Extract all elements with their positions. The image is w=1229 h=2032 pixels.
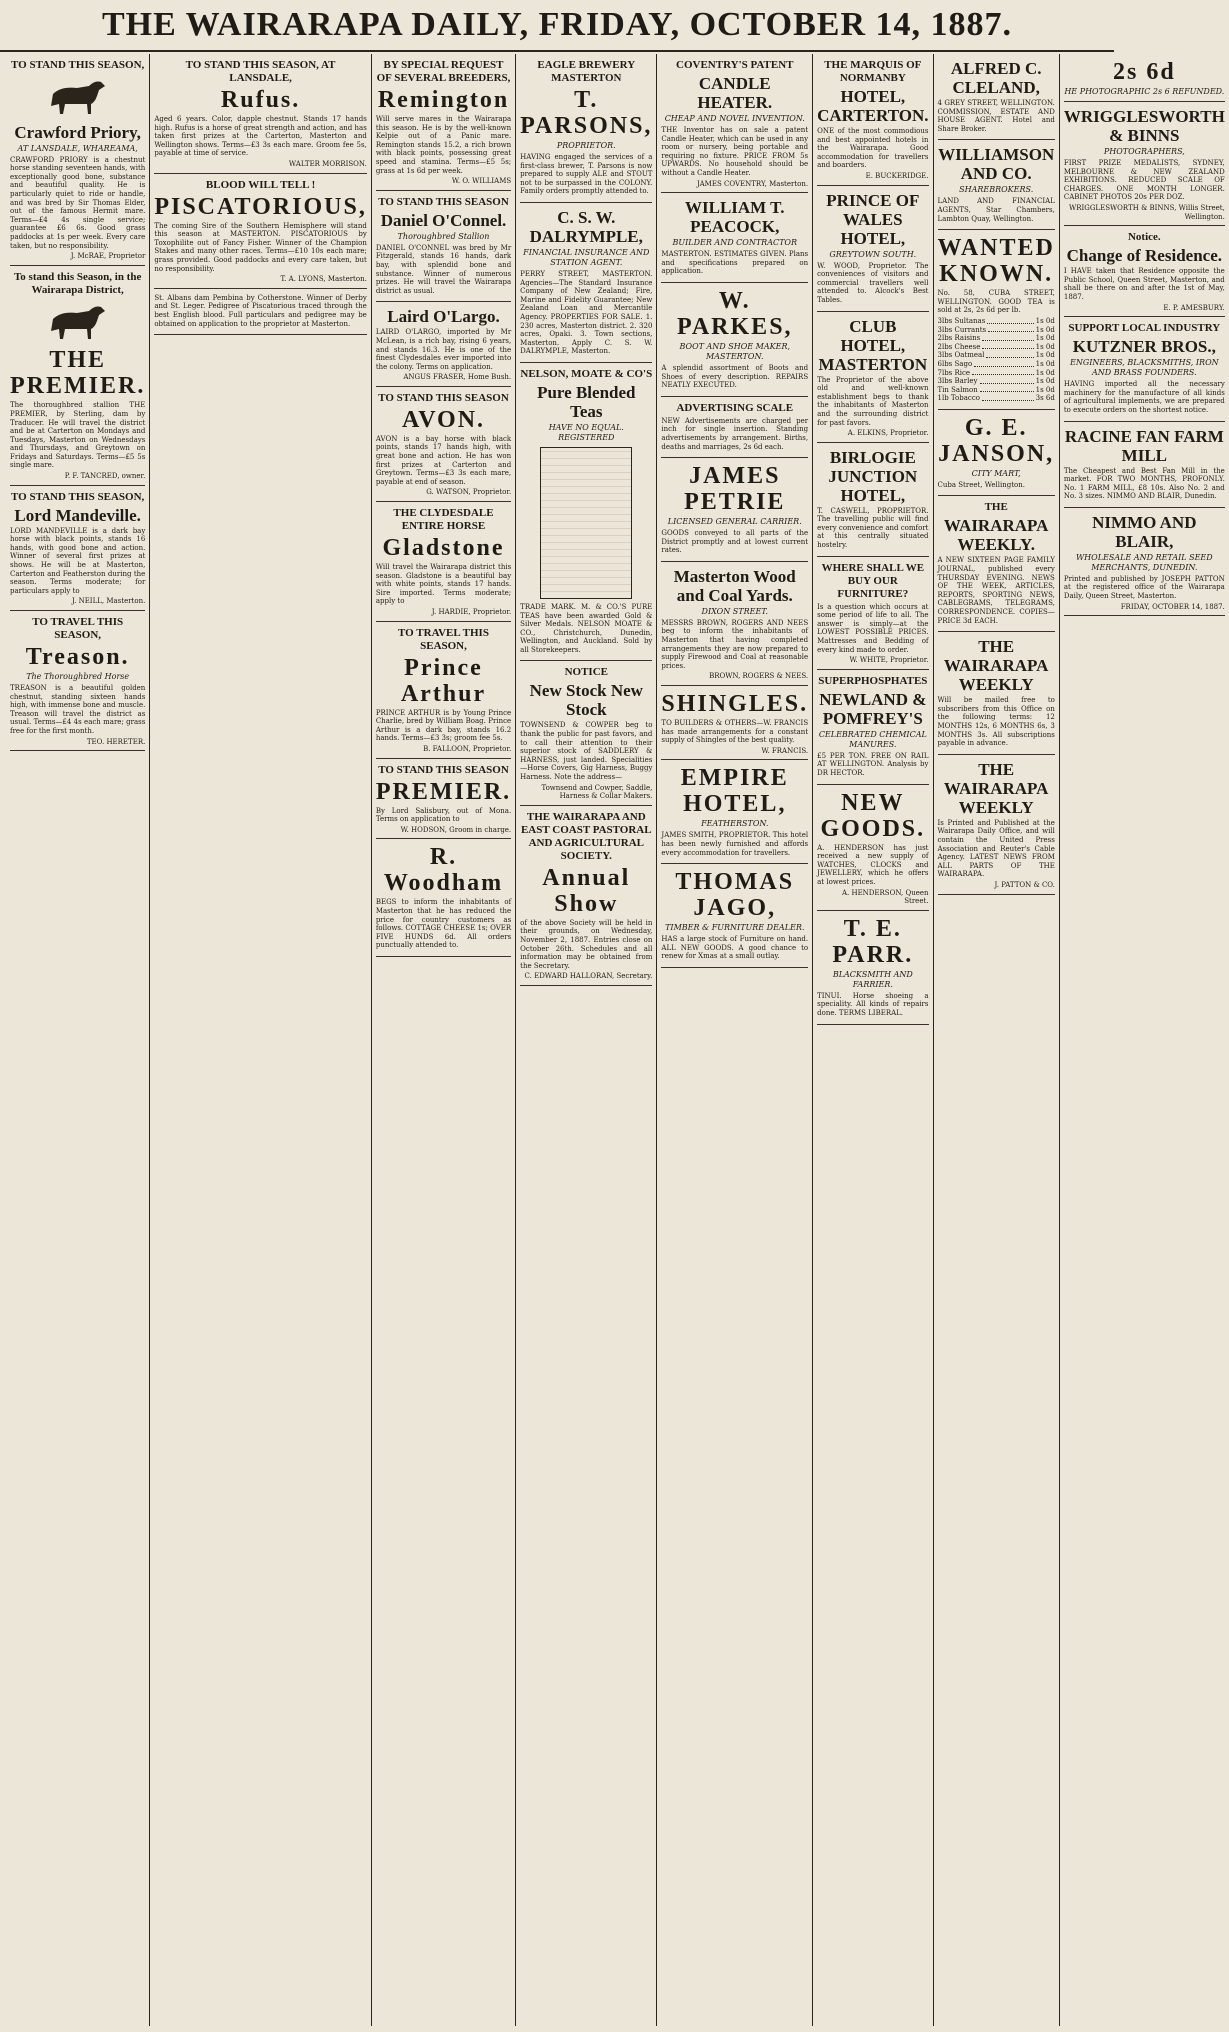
ad-signature: W. WHITE, Proprietor. xyxy=(849,656,929,665)
price-list-item xyxy=(938,317,1055,326)
ad-body: JAMES SMITH, PROPRIETOR. This hotel has been newly furnished and affords every accommodation for travellers. xyxy=(661,831,809,857)
ad-signature: WRIGGLESWORTH & BINNS, Willis Street, Wellington. xyxy=(1069,203,1225,221)
advertisement xyxy=(661,864,808,968)
advertisement xyxy=(817,911,928,1025)
ad-signature: J. McRAE, Proprietor xyxy=(70,252,146,261)
ad-body: MESSRS BROWN, ROGERS AND NEES beg to inform the inhabitants of Masterton that having completed arrangements they are now prepared to supply Firewood and Coal at reasonable prices. xyxy=(661,618,809,670)
ad-signature: J. PATTON & CO. xyxy=(994,880,1055,889)
advertisement xyxy=(376,839,511,957)
ad-body: THE Inventor has on sale a patent Candle Heater, which can be used in any room or nursery, being portable and requiring no fixture. PRICE FROM 5s UPWARDS. No household should be without a Candle Heater. xyxy=(661,126,809,177)
advertisement xyxy=(10,54,145,266)
ad-title: Change of Residence. xyxy=(1066,246,1222,266)
advertisement xyxy=(817,54,928,186)
ad-body: ONE of the most commodious and best appointed hotels in the Wairarapa. Good accommodation for travellers and boarders. xyxy=(817,127,929,170)
ad-title: T. E. PARR. xyxy=(832,915,914,968)
advertisement xyxy=(1064,317,1225,421)
ad-subtitle: TIMBER & FURNITURE DEALER. xyxy=(665,923,805,933)
ad-signature: W. HODSON, Groom in charge. xyxy=(400,825,512,834)
ad-body: Will be mailed free to subscribers from this Office on the following terms: 12 MONTHS 12s, 6 MONTHS 6s, 3 MONTHS 3s. All subscriptions payable in advance. xyxy=(937,696,1055,748)
ad-signature: W. FRANCIS. xyxy=(761,746,809,755)
advertisement xyxy=(938,632,1055,755)
advertisement xyxy=(817,785,928,911)
ad-body: TOWNSEND & COWPER beg to thank the public for past favors, and to call their attention to their superior stock of SADDLERY & HARNESS, just landed. Specialities—Horse Covers, Gig Harness, Buggy Harness. Note the address— xyxy=(520,721,653,782)
price-list-item xyxy=(938,343,1055,352)
ad-title: Masterton Wood and Coal Yards. xyxy=(673,566,796,605)
ad-title: NEW GOODS. xyxy=(820,789,926,842)
column-2 xyxy=(150,54,372,2026)
advertisement xyxy=(376,302,511,387)
ad-body: LAIRD O'LARGO, imported by Mr McLean, is a rich bay, rising 6 years, and stands 16.3. He is one of the finest Clydesdales ever imported into the colony. Terms on application. xyxy=(375,328,512,371)
advertisement xyxy=(1064,102,1225,226)
ad-heading: TO STAND THIS SEASON, xyxy=(11,59,145,71)
ad-heading: SUPPORT LOCAL INDUSTRY xyxy=(1068,322,1221,335)
ad-subtitle: The Thoroughbred Horse xyxy=(26,672,130,681)
advertisement xyxy=(520,203,652,363)
price-list-item xyxy=(938,326,1055,335)
ad-signature: P. F. TANCRED, owner. xyxy=(64,472,146,481)
ad-body: TRADE MARK. M. & CO.'S PURE TEAS have been awarded Gold & Silver Medals. NELSON MOATE & CO., Christchurch, Dunedin, Wellington, and Auckland. Sold by all Storekeepers. xyxy=(520,602,653,654)
advertisement xyxy=(520,661,652,805)
ad-heading: THE MARQUIS OF NORMANBY xyxy=(824,59,922,84)
price-list-item xyxy=(938,351,1055,360)
column-container xyxy=(6,54,1225,2026)
advertisement xyxy=(376,191,511,303)
ad-body: TREASON is a beautiful golden chestnut, standing sixteen hands high, with immense bone and muscle. Treason will travel the district as usual. Terms—£4 4s each mare; grass free for the first month. xyxy=(10,684,146,735)
advertisement xyxy=(376,622,511,759)
ad-signature: BROWN, ROGERS & NEES. xyxy=(709,672,809,681)
item-price: 1s 0d xyxy=(1035,351,1055,360)
item-name: 1lb Tobacco xyxy=(937,394,980,403)
item-price: 1s 0d xyxy=(1035,385,1055,394)
ad-title: G. E. JANSON, xyxy=(938,414,1055,467)
column-8 xyxy=(1060,54,1229,2026)
ad-heading: THE WAIRARAPA AND EAST COAST PASTORAL AND AGRICULTURAL SOCIETY. xyxy=(520,810,652,862)
ad-title: WAIRARAPA WEEKLY. xyxy=(943,516,1049,555)
ad-title: PREMIER. xyxy=(375,778,512,805)
advertisement xyxy=(817,557,928,670)
advertisement xyxy=(376,387,511,502)
ad-subtitle: BUILDER AND CONTRACTOR xyxy=(672,238,798,248)
ad-subtitle: HE PHOTOGRAPHIC 2s 6 REFUNDED. xyxy=(1064,87,1225,96)
ad-subtitle: GREYTOWN SOUTH. xyxy=(829,249,917,259)
ad-body: HAVING engaged the services of a first-class brewer, T. Parsons is now prepared to supply ALE and STOUT not to be surpassed in the COLONY. Family orders promptly attended to. xyxy=(520,153,653,196)
ad-body: 4 GREY STREET, WELLINGTON. COMMISSION, ESTATE AND HOUSE AGENT. Hotel and Share Broker. xyxy=(937,99,1055,133)
ad-subtitle: CITY MART, xyxy=(971,468,1021,478)
ad-heading: To stand this Season, in the Wairarapa District, xyxy=(13,270,142,296)
advertisement xyxy=(938,54,1055,140)
ad-heading: WHERE SHALL WE BUY OUR FURNITURE? xyxy=(821,561,925,600)
ad-signature: FRIDAY, OCTOBER 14, 1887. xyxy=(1120,602,1225,611)
ad-body: St. Albans dam Pembina by Cotherstone. Winner of Derby and St. Leger. Pedigree of Piscatorious traced through the best English blood. Full particulars and pedigree may be obtained on application to the proprietor at Masterton. xyxy=(154,293,367,328)
item-name: 3lbs Sultanas xyxy=(937,316,986,325)
ad-title: Annual Show xyxy=(542,864,631,917)
ad-heading: BLOOD WILL TELL ! xyxy=(205,178,316,191)
price-list-item xyxy=(938,334,1055,343)
ad-body: £5 PER TON. FREE ON RAIL AT WELLINGTON. Analysis by DR HECTOR. xyxy=(817,751,929,777)
ad-subtitle: PROPRIETOR. xyxy=(556,141,616,150)
ad-body: Is a question which occurs at some period of life to all. The answer is simply—at the LOWEST POSSIBLE PRICES. Mattresses and Bedding of every kind made to order. xyxy=(817,602,929,654)
ad-subtitle: CHEAP AND NOVEL INVENTION. xyxy=(664,114,805,123)
ad-title: Daniel O'Connel. xyxy=(380,210,507,230)
ad-body: LORD MANDEVILLE is a dark bay horse with black points, stands 16 hands, with good bone and action. Winner of several first prizes at shows. He will be at Masterton, Carterton and Featherston during the season. Terms moderate; for particulars apply to xyxy=(10,526,146,595)
ad-signature: J. HARDIE, Proprietor. xyxy=(431,608,512,616)
ad-body: I HAVE taken that Residence opposite the Public School, Queen Street, Masterton, and shall be there on and after the 1st of May, 1887. xyxy=(1063,267,1225,301)
ad-body: TINUI. Horse shoeing a speciality. All kinds of repairs done. TERMS LIBERAL. xyxy=(817,991,929,1017)
ad-signature: C. EDWARD HALLORAN, Secretary. xyxy=(524,972,653,981)
ad-subtitle: CELEBRATED CHEMICAL MANURES. xyxy=(818,729,927,749)
advertisement xyxy=(938,410,1055,497)
ad-title: Prince Arthur xyxy=(400,654,487,707)
horse-illustration-icon xyxy=(10,301,145,344)
ad-title: Rufus. xyxy=(220,87,301,113)
ad-subtitle: AT LANSDALE, WHAREAMA, xyxy=(17,143,138,153)
ad-subtitle: FINANCIAL INSURANCE AND STATION AGENT. xyxy=(523,247,650,267)
column-6 xyxy=(813,54,933,2026)
item-name: 3lbs Barley xyxy=(937,377,978,386)
advertisement xyxy=(1064,508,1225,616)
advertisement xyxy=(1064,226,1225,317)
ad-title: BIRLOGIE JUNCTION HOTEL, xyxy=(828,447,918,505)
ad-body: T. CASWELL, PROPRIETOR. The travelling public will find every convenience and comfort at this centrally situated hostelry. xyxy=(817,506,929,550)
advertisement xyxy=(817,670,928,785)
ad-title: PRINCE OF WALES HOTEL, xyxy=(826,190,920,248)
leader-dots xyxy=(982,394,1034,401)
item-name: 3lbs Currants xyxy=(937,325,987,334)
ad-heading: TO TRAVEL THIS SEASON, xyxy=(32,616,124,641)
advertisement xyxy=(376,502,511,622)
ad-signature: E. BUCKERIDGE. xyxy=(865,171,929,180)
advertisement xyxy=(1064,54,1225,102)
ad-title: CLUB HOTEL, MASTERTON xyxy=(818,316,928,374)
ad-body: CRAWFORD PRIORY is a chestnut horse standing seventeen hands, with exceptionally good bone, substance and beautiful quality. He is particularly quiet to ride or handle, and was bred by Sir Thomas Elder, out of the famous Hermit mare. Terms—£4 4s single service; guarantee £6 6s. Good grass paddocks at 1s per week. Every care taken, but no responsibility. xyxy=(10,155,146,250)
ad-body: BEGS to inform the inhabitants of Masterton that he has reduced the price for country customers as follows. COTTAGE CHEESE 1s; OVER FIVE HUNDS 6d. All orders punctually attended to. xyxy=(375,898,512,950)
ad-body: of the above Society will be held in their grounds, on Wednesday, November 2, 1887. Entries close on October 26th. Schedules and all information may be obtained from the Secretary. xyxy=(520,918,653,970)
ad-body: DANIEL O'CONNEL was bred by Mr Fitzgerald, stands 16 hands, dark bay, with splendid bone and substance. Winner of numerous prizes. He will travel the Wairarapa district as usual. xyxy=(375,243,512,295)
price-list-item xyxy=(938,386,1055,395)
ad-title: THE WAIRARAPA WEEKLY xyxy=(943,759,1049,817)
ad-body: Aged 6 years. Color, dapple chestnut. Stands 17 hands high. Rufus is a horse of great strength and action, and has taken first prizes at the Carterton, Masterton and Wellington shows. Terms—£3 3s each mare. Groom fee 5s, payable at time of service. xyxy=(154,115,367,158)
ad-body: PERRY STREET, MASTERTON. Agencies—The Standard Insurance Company of New Zealand; Fire, Marine and Fidelity Guarantee; New Zealand Loan and Mercantile Agency. PROPERTIES FOR SALE. 1. 230 acres, Masterton district. 2. 320 acres, Opaki. 3. Town sections, Masterton. Apply C. S. W. DALRYMPLE, Masterton. xyxy=(520,269,653,356)
ad-signature: T. A. LYONS, Masterton. xyxy=(280,275,367,284)
advertisement xyxy=(520,54,652,203)
advertisement xyxy=(661,397,808,458)
ad-subtitle: Thoroughbred Stallion xyxy=(397,231,490,241)
ad-heading: Notice. xyxy=(1127,231,1161,244)
ad-title: ALFRED C. CLELAND, xyxy=(950,59,1042,97)
ad-title: CANDLE HEATER. xyxy=(697,74,773,112)
ad-signature: A. ELKINS, Proprietor. xyxy=(847,429,929,438)
ad-signature: Townsend and Cowper, Saddle, Harness & Collar Makers. xyxy=(541,783,653,801)
ad-title: Gladstone xyxy=(382,535,505,562)
item-price: 3s 6d xyxy=(1035,394,1055,403)
ad-subtitle: SHAREBROKERS. xyxy=(959,185,1034,195)
ad-title: SHINGLES. xyxy=(661,691,809,718)
item-name: 2lbs Raisins xyxy=(937,334,981,343)
item-price: 1s 0d xyxy=(1035,325,1055,334)
column-7 xyxy=(934,54,1060,2026)
ad-subtitle: HAVE NO EQUAL. REGISTERED xyxy=(548,422,624,442)
ad-subtitle: PHOTOGRAPHERS, xyxy=(1103,147,1185,156)
ad-heading: TO STAND THIS SEASON xyxy=(378,195,509,208)
ad-body: A. HENDERSON has just received a new supply of WATCHES, CLOCKS and JEWELLERY, which he offers at lowest prices. xyxy=(817,843,929,886)
advertisement xyxy=(520,806,652,986)
ad-body: GOODS conveyed to all parts of the District promptly and at lowest current rates. xyxy=(661,529,809,555)
ad-body: Cuba Street, Wellington. xyxy=(937,480,1025,489)
column-5 xyxy=(657,54,813,2026)
advertisement xyxy=(817,443,928,557)
price-list xyxy=(938,317,1055,403)
advertisement xyxy=(938,230,1055,410)
advertisement xyxy=(1064,422,1225,508)
ad-body: The Cheapest and Best Fan Mill in the market. FOR TWO MONTHS, PROFONLY. No. 1 FARM MILL, £8 10s. Also No. 2 and No. 3 sizes. NIMMO AND BLAIR, Dunedin. xyxy=(1063,466,1225,501)
ad-title: WILLIAM T. PEACOCK, xyxy=(685,198,785,237)
ad-title: RACINE FAN FARM MILL xyxy=(1064,426,1224,465)
advertisement xyxy=(817,186,928,312)
ad-title: Laird O'Largo. xyxy=(387,307,500,327)
ad-title: Pure Blended Teas xyxy=(537,382,636,421)
column-1 xyxy=(6,54,150,2026)
advertisement xyxy=(938,496,1055,632)
ad-title: WRIGGLESWORTH & BINNS xyxy=(1063,107,1225,145)
price-list-item xyxy=(938,394,1055,403)
newspaper-title: THE WAIRARAPA DAILY, FRIDAY, OCTOBER 14, 1887. xyxy=(101,6,1013,43)
price-list-item xyxy=(938,377,1055,386)
advertisement xyxy=(376,54,511,191)
advertisement xyxy=(661,283,808,397)
ad-title: WILLIAMSON AND CO. xyxy=(938,145,1055,184)
ad-signature: A. HENDERSON, Queen Street. xyxy=(841,888,929,906)
ad-heading: TO STAND THIS SEASON, AT LANSDALE, xyxy=(185,59,336,84)
ad-heading: NOTICE xyxy=(564,666,608,679)
ad-body: The thoroughbred stallion THE PREMIER, by Sterling, dam by Traducer. He will travel the district and be at Carterton on Mondays and Tuesdays, Masterton on Wednesdays and Thursdays, and Greytown on Fridays and Saturdays. Terms—£5 5s single mare. xyxy=(10,401,146,470)
ad-title: Crawford Priory, xyxy=(14,122,141,142)
price-list-item xyxy=(938,369,1055,378)
ad-body: MASTERTON. ESTIMATES GIVEN. Plans and specifications prepared on application. xyxy=(661,250,809,276)
ad-body: NEW Advertisements are charged per inch for single insertion. Standing advertisements by arrangement. Births, deaths and marriages, 2s 6d each. xyxy=(661,416,809,451)
ad-body: TO BUILDERS & OTHERS—W. FRANCIS has made arrangements for a constant supply of Shingles of the best quality. xyxy=(661,719,809,745)
ad-title: THE WAIRARAPA WEEKLY xyxy=(943,637,1049,695)
leader-dots xyxy=(980,386,1034,393)
leader-dots xyxy=(972,369,1034,376)
advertisement xyxy=(154,54,367,174)
advertisement xyxy=(376,759,511,840)
ad-body: A NEW SIXTEEN PAGE FAMILY JOURNAL, published every THURSDAY EVENING. NEWS OF THE WEEK, ARTICLES, REPORTS, SPORTING NEWS, CABLEGRAMS, TELEGRAMS, CORRESPONDENCE. COPIES—PRICE 3d EACH. xyxy=(937,556,1055,625)
advertisement xyxy=(817,312,928,443)
ad-body: Is Printed and Published at the Wairarapa Daily Office, and will contain the United Press Association and Reuter's Cable Agency. LATEST NEWS FROM ALL PARTS OF THE WAIRARAPA. xyxy=(937,818,1055,879)
ad-title: KUTZNER BROS., xyxy=(1072,337,1216,357)
ad-heading: TO STAND THIS SEASON xyxy=(378,763,509,776)
item-name: 6lbs Sago xyxy=(937,359,973,368)
ad-body: Will serve mares in the Wairarapa this season. He is by the well-known Kelpie out of a Panic mare. Remington stands 15.2, a rich brown with black points, possessing great speed and stamina. Terms—£5 5s; grass at 1s 6d per week. xyxy=(375,115,512,175)
advertisement xyxy=(661,562,808,686)
advertisement xyxy=(661,686,808,760)
ad-body: HAVING imported all the necessary machinery for the manufacture of all kinds of agricultural implements, we are prepared to execute orders on the shortest notice. xyxy=(1063,380,1225,414)
leader-dots xyxy=(988,326,1034,333)
leader-dots xyxy=(982,343,1033,350)
advertisement xyxy=(661,54,808,193)
price-list-item xyxy=(938,360,1055,369)
ad-subtitle: WHOLESALE AND RETAIL SEED MERCHANTS, DUNEDIN. xyxy=(1075,552,1213,572)
ad-body: Will travel the Wairarapa district this season. Gladstone is a beautiful bay with white points, stands 17 hands. Sire imported. Terms moderate; apply to xyxy=(375,563,512,606)
ad-body: FIRST PRIZE MEDALISTS, SYDNEY, MELBOURNE & NEW ZEALAND EXHIBITIONS. REDUCED SCALE OF CHARGES. ONE MONTH LONGER. CABINET PHOTOS 20s PER DOZ. xyxy=(1063,159,1225,202)
item-price: 1s 0d xyxy=(1035,342,1055,351)
item-price: 1s 0d xyxy=(1035,334,1055,343)
column-4 xyxy=(516,54,657,2026)
horse-illustration-icon xyxy=(10,76,145,119)
ad-body: W. WOOD, Proprietor. The conveniences of visitors and commercial travellers well attended to. Alcock's Best Tables. xyxy=(817,261,929,304)
ad-title: AVON. xyxy=(401,406,486,433)
ad-heading: COVENTRY'S PATENT xyxy=(676,59,794,71)
ad-body: The coming Sire of the Southern Hemisphere will stand this season at MASTERTON. PISCATORIOUS by Toxophilite out of Fancy Fisher. Winner of the Champion Stakes and many other races. Terms—£10 10s each mare; grass provided. Good paddocks and every care taken, but no responsibility. xyxy=(154,221,367,273)
ad-signature: JAMES COVENTRY, Masterton. xyxy=(696,179,809,188)
ad-signature: W. O. WILLIAMS xyxy=(451,177,512,186)
ad-title: Remington xyxy=(377,87,510,113)
ad-body: HAS a large stock of Furniture on hand. ALL NEW GOODS. A good chance to renew for Xmas at a small outlay. xyxy=(661,935,809,961)
ad-body: PRINCE ARTHUR is by Young Prince Charlie, bred by William Boag. Prince Arthur is a dark bay, stands 16.2 hands. Terms—£3 3s; groom fee 5s. xyxy=(375,708,512,743)
ad-heading: NELSON, MOATE & CO'S xyxy=(520,367,653,380)
ad-title: JAMES PETRIE xyxy=(684,463,786,516)
advertisement xyxy=(938,140,1055,230)
advertisement xyxy=(938,755,1055,895)
ad-heading: EAGLE BREWERY MASTERTON xyxy=(537,59,636,84)
ad-signature: J. NEILL, Masterton. xyxy=(71,597,146,606)
ad-body: The Proprietor of the above old and well-known establishment begs to thank the inhabitants of Masterton and the surrounding district for past favors. xyxy=(817,375,929,427)
ad-body: By Lord Salisbury, out of Mona. Terms on application to xyxy=(375,806,512,824)
ad-signature: E. P. AMESBURY. xyxy=(1163,303,1225,312)
advertisement xyxy=(154,289,367,335)
ad-body: AVON is a bay horse with black points, stands 17 hands high, with great bone and action. He has won first prizes at Carterton and Greytown. Terms—£3 3s each mare, payable at end of season. xyxy=(375,434,512,486)
advertisement xyxy=(661,760,808,864)
ad-title: EMPIRE HOTEL, xyxy=(680,765,789,818)
advertisement xyxy=(10,266,145,486)
ad-title: R. Woodham xyxy=(383,844,504,897)
ad-title: THE PREMIER. xyxy=(10,347,146,400)
ad-heading: ADVERTISING SCALE xyxy=(676,401,794,414)
ad-title: T. PARSONS, xyxy=(520,87,653,139)
ad-signature: ANGUS FRASER, Home Bush. xyxy=(403,373,512,382)
item-price: 1s 0d xyxy=(1035,316,1055,325)
ad-title: PISCATORIOUS, xyxy=(154,193,367,220)
tea-package-icon xyxy=(540,447,632,599)
ad-heading: TO STAND THIS SEASON xyxy=(378,391,509,404)
advertisement xyxy=(10,486,145,611)
item-name: 3lbs Oatmeal xyxy=(937,351,985,360)
advertisement xyxy=(10,611,145,751)
ad-heading: THE xyxy=(984,501,1008,514)
item-name: Tin Salmon xyxy=(937,385,978,394)
ad-signature: G. WATSON, Proprietor. xyxy=(426,488,512,497)
ad-subtitle: FEATHERSTON. xyxy=(701,819,769,829)
ad-title: THOMAS JAGO, xyxy=(675,869,795,922)
ad-body: Printed and published by JOSEPH PATTON at the registered office of the Wairarapa Daily, Queen Street, Masterton. xyxy=(1063,574,1225,601)
item-name: 7lbs Rice xyxy=(937,368,971,377)
leader-dots xyxy=(986,351,1033,358)
ad-subtitle: BOOT AND SHOE MAKER, MASTERTON. xyxy=(679,341,791,361)
advertisement xyxy=(520,363,652,662)
ad-title: Lord Mandeville. xyxy=(14,505,141,525)
ad-title: WANTED KNOWN. xyxy=(937,235,1055,288)
item-price: 1s 0d xyxy=(1035,368,1055,377)
ad-title: NEWLAND & POMFREY'S xyxy=(819,689,927,728)
ad-title: NIMMO AND BLAIR, xyxy=(1092,512,1197,551)
ad-subtitle: LICENSED GENERAL CARRIER. xyxy=(667,517,802,527)
leader-dots xyxy=(980,377,1034,384)
column-3 xyxy=(372,54,516,2026)
ad-title: W. PARKES, xyxy=(676,287,793,340)
ad-signature: B. FALLOON, Proprietor. xyxy=(423,744,512,753)
leader-dots xyxy=(982,334,1033,341)
ad-heading: SUPERPHOSPHATES xyxy=(818,674,928,687)
ad-heading: TO TRAVEL THIS SEASON, xyxy=(398,626,489,652)
ad-heading: BY SPECIAL REQUEST OF SEVERAL BREEDERS, xyxy=(376,59,511,84)
ad-heading: THE CLYDESDALE ENTIRE HORSE xyxy=(393,507,494,533)
advertisement xyxy=(661,193,808,283)
ad-body: No. 58, CUBA STREET, WELLINGTON. GOOD TEA is sold at 2s, 2s 6d per lb. xyxy=(937,289,1055,315)
ad-subtitle: ENGINEERS, BLACKSMITHS, IRON AND BRASS FOUNDERS. xyxy=(1070,358,1219,378)
ad-body: A splendid assortment of Boots and Shoes of every description. REPAIRS NEATLY EXECUTED. xyxy=(661,363,809,390)
ad-title: 2s 6d xyxy=(1112,59,1176,85)
ad-title: HOTEL, CARTERTON. xyxy=(817,87,929,125)
item-name: 2lbs Cheese xyxy=(937,342,981,351)
ad-signature: WALTER MORRISON. xyxy=(288,159,367,168)
ad-title: New Stock New Stock xyxy=(529,681,643,720)
advertisement xyxy=(154,174,367,289)
advertisement xyxy=(661,458,808,562)
ad-heading: TO STAND THIS SEASON, xyxy=(11,490,145,503)
masthead xyxy=(0,0,1114,52)
leader-dots xyxy=(974,360,1033,367)
item-price: 1s 0d xyxy=(1035,359,1055,368)
ad-title: Treason. xyxy=(25,644,130,670)
leader-dots xyxy=(987,317,1033,324)
ad-subtitle: BLACKSMITH AND FARRIER. xyxy=(832,969,913,989)
ad-subtitle: DIXON STREET. xyxy=(701,606,768,616)
item-price: 1s 0d xyxy=(1035,377,1055,386)
ad-body: LAND AND FINANCIAL AGENTS, Star Chambers, Lambton Quay, Wellington. xyxy=(937,197,1055,223)
ad-title: C. S. W. DALRYMPLE, xyxy=(529,207,643,246)
ad-signature: TEO. HERETER. xyxy=(86,737,146,746)
